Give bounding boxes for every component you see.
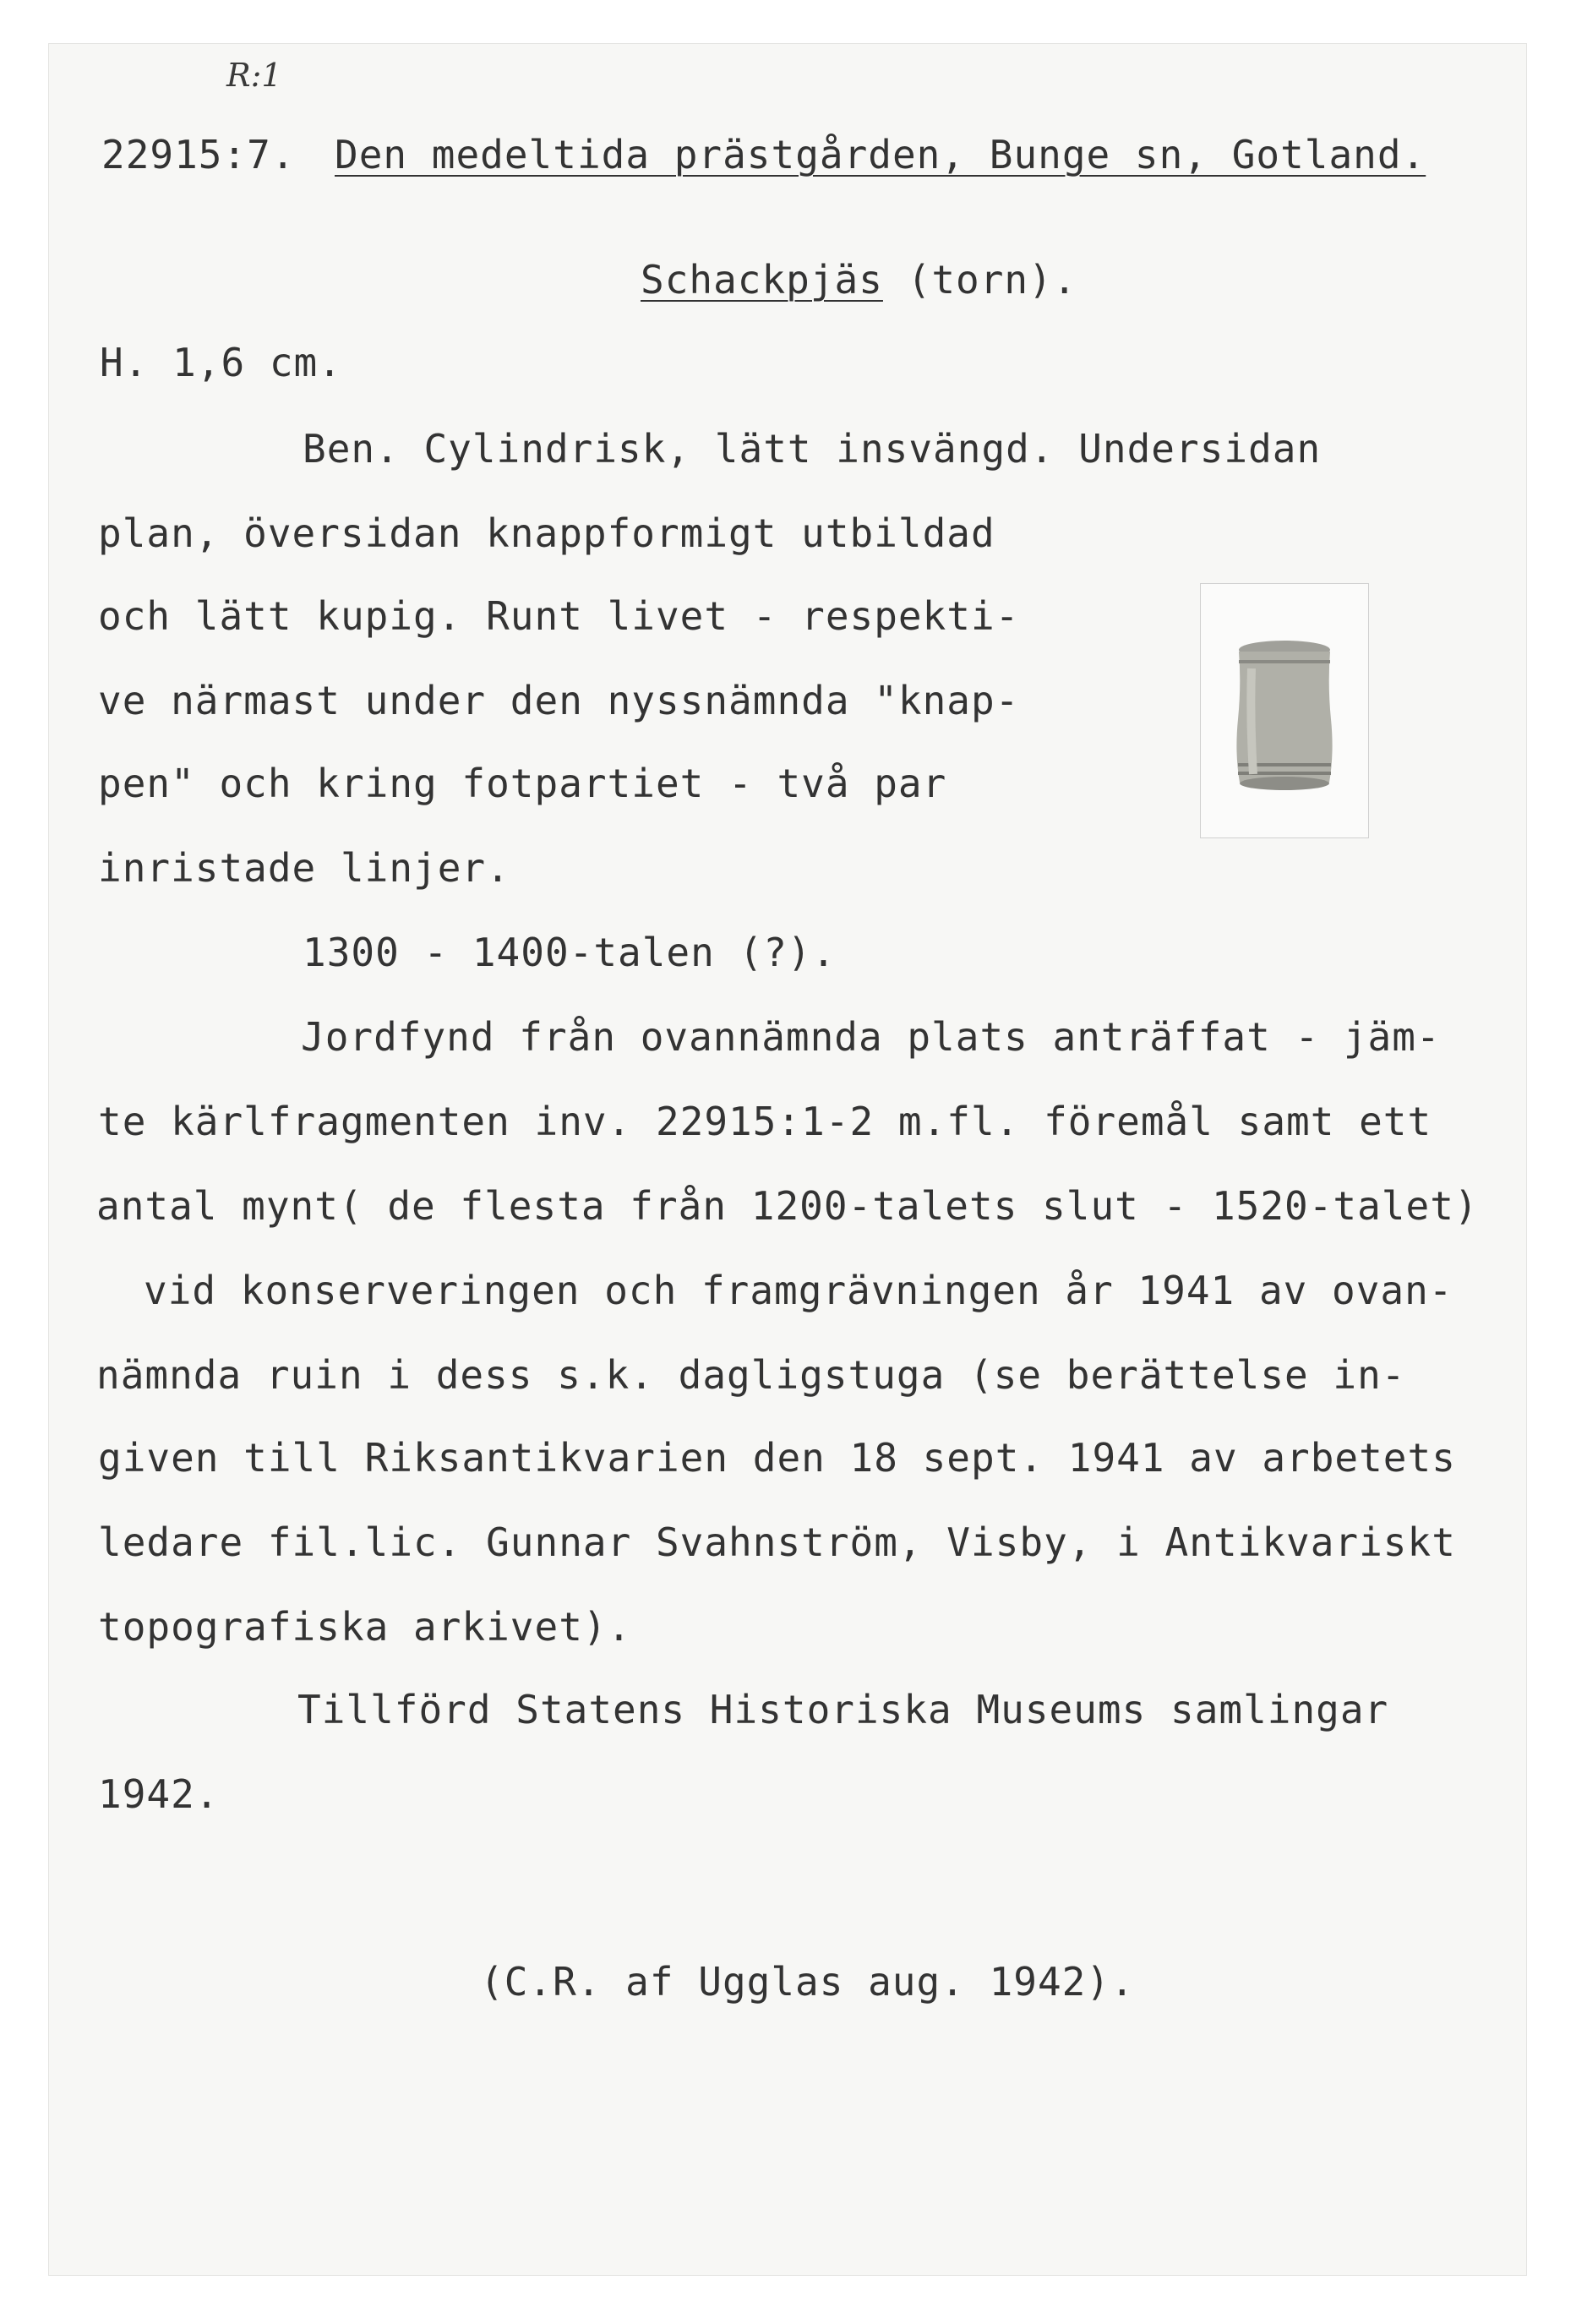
find-text-line: te kärlfragmenten inv. 22915:1-2 m.fl. föremål samt ett	[98, 1099, 1432, 1144]
description-line: pen" och kring fotpartiet - två par	[98, 761, 947, 806]
find-text-line: antal mynt( de flesta från 1200-talets slut - 1520-talet)	[96, 1183, 1479, 1229]
find-text-line: nämnda ruin i dess s.k. dagligstuga (se berättelse in-	[96, 1352, 1406, 1398]
description-line: ve närmast under den nyssnämnda "knap-	[98, 678, 1020, 723]
inventory-number: 22915:7.	[101, 132, 296, 177]
height-measure: H. 1,6 cm.	[100, 340, 342, 385]
find-text-line: vid konserveringen och framgrävningen år 1941 av ovan-	[144, 1268, 1453, 1313]
find-text-line: topografiska arkivet).	[98, 1604, 632, 1650]
find-text-line: ledare fil.lic. Gunnar Svahnström, Visby, i Antikvariskt	[98, 1519, 1456, 1565]
object-title	[641, 257, 1077, 303]
chess-piece-photo	[1200, 583, 1369, 838]
rook-icon	[1201, 584, 1368, 837]
object-detail: (torn).	[907, 257, 1077, 303]
description-line: plan, översidan knappformigt utbildad	[98, 510, 995, 556]
description-line: och lätt kupig. Runt livet - respekti-	[98, 593, 1020, 639]
location-heading: Den medeltida prästgården, Bunge sn, Gotland.	[335, 132, 1426, 177]
find-text-line: given till Riksantikvarien den 18 sept. 1941 av arbetets	[98, 1435, 1456, 1481]
find-text-line: Jordfynd från ovannämnda plats anträffat - jäm-	[301, 1014, 1441, 1060]
signature: (C.R. af Ugglas aug. 1942).	[480, 1959, 1135, 2005]
object-name: Schackpjäs	[641, 257, 883, 303]
corner-mark: R:1	[226, 57, 282, 94]
dating: 1300 - 1400-talen (?).	[303, 930, 837, 975]
acquisition-year: 1942.	[98, 1771, 220, 1817]
description-line: Ben. Cylindrisk, lätt insvängd. Undersidan	[303, 426, 1322, 472]
acquisition-line: Tillförd Statens Historiska Museums samlingar	[297, 1687, 1389, 1732]
description-line: inristade linjer.	[98, 845, 510, 891]
